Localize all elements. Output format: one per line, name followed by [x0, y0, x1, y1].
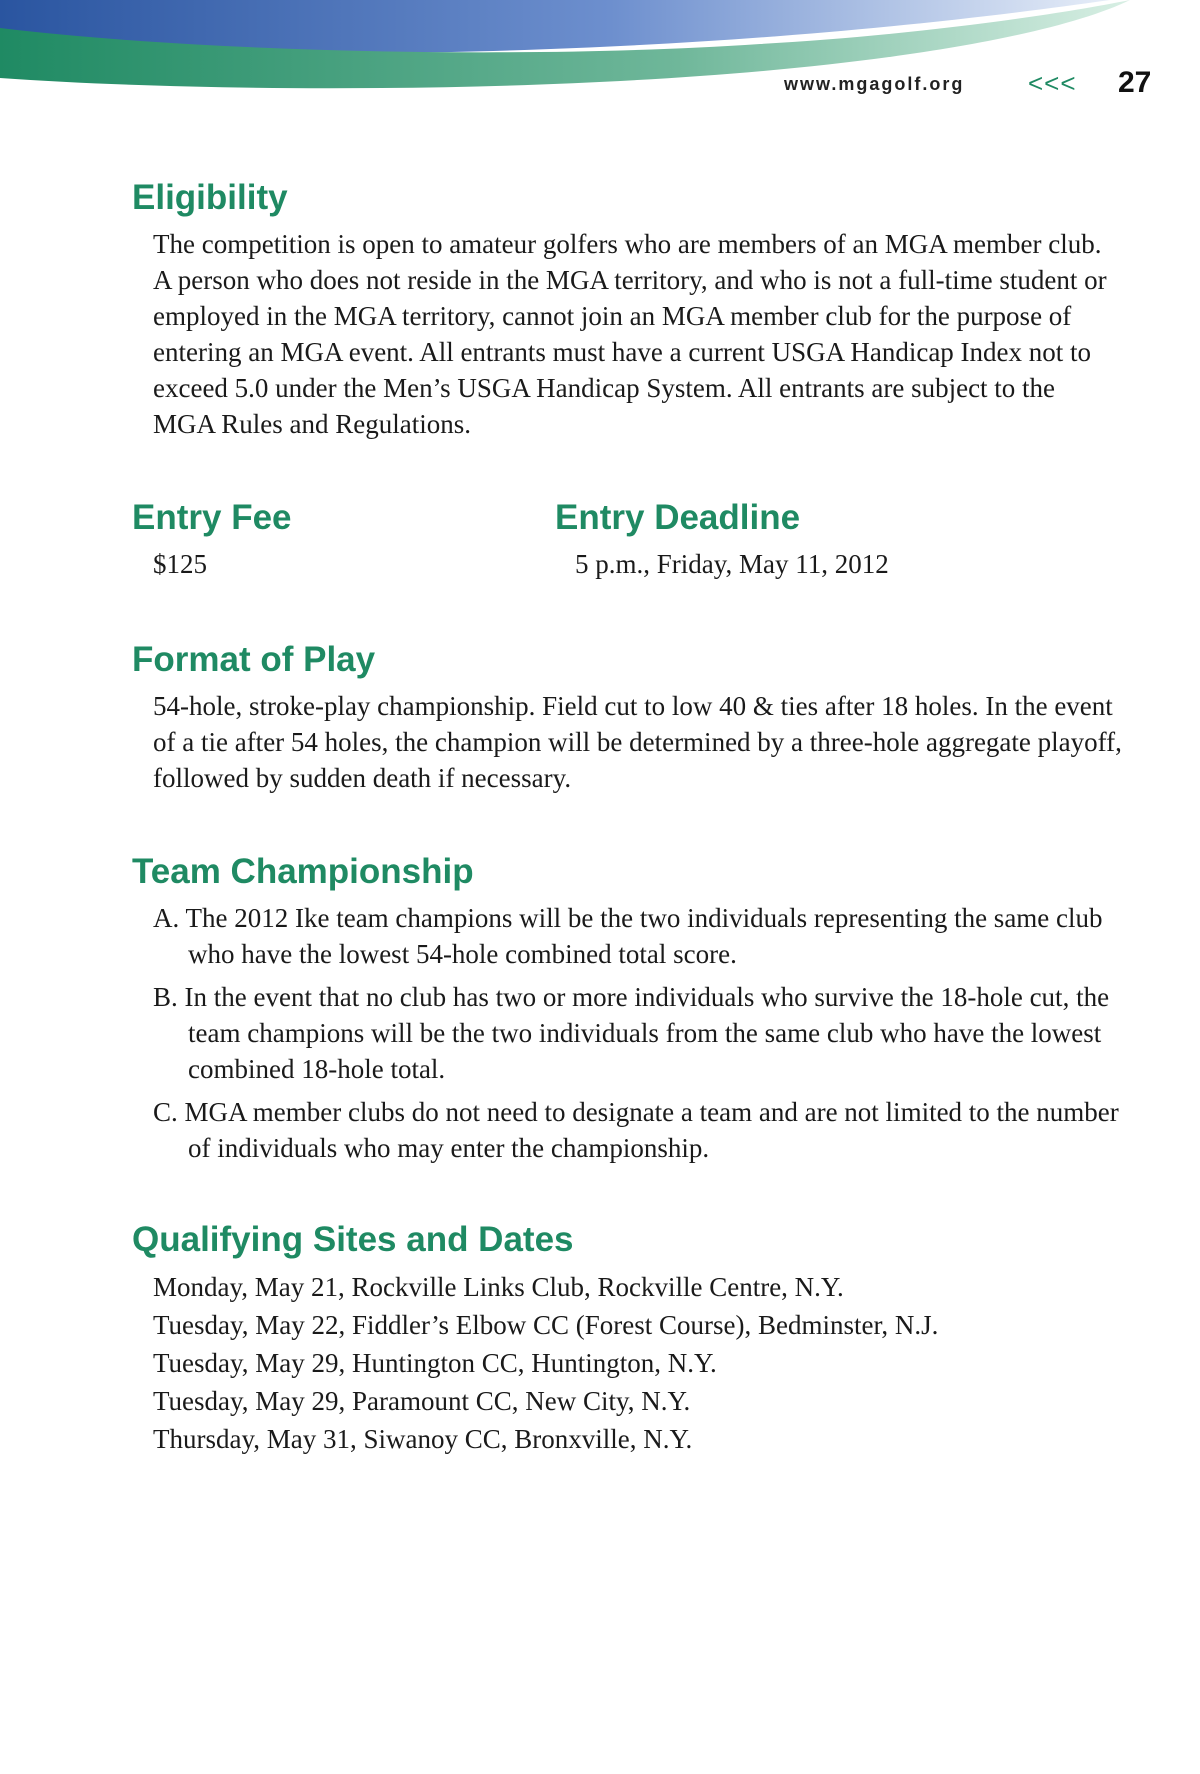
list-item: Thursday, May 31, Siwanoy CC, Bronxville, N.Y.: [153, 1424, 693, 1454]
page-number: 27: [1118, 66, 1152, 99]
back-arrows-icon[interactable]: <<<: [1028, 68, 1077, 98]
list-item: Tuesday, May 29, Huntington CC, Huntington, N.Y.: [153, 1348, 717, 1378]
list-item: C. MGA member clubs do not need to designate a team and are not limited to the number of individuals who may enter the championship.: [153, 1097, 1119, 1163]
list-item: Monday, May 21, Rockville Links Club, Rockville Centre, N.Y.: [153, 1272, 844, 1302]
list-item: B. In the event that no club has two or more individuals who survive the 18-hole cut, the team champions will be the two individuals from the same club who have the lowest combined 18-hole total.: [153, 982, 1110, 1084]
format-of-play-text: 54-hole, stroke-play championship. Field cut to low 40 & ties after 18 holes. In the event of a tie after 54 holes, the champion will be determined by a three-hole aggregate playoff, followed by sudden death if necessary.: [153, 691, 1122, 793]
eligibility-heading: Eligibility: [132, 178, 288, 217]
eligibility-text: The competition is open to amateur golfers who are members of an MGA member club. A person who does not reside in the MGA territory, and who is not a full-time student or employed in the MGA territory, cannot join an MGA member club for the purpose of entering an MGA event. All entrants must have a current USGA Handicap Index not to exceed 5.0 under the Men’s USGA Handicap System. All entrants are subject to the MGA Rules and Regulations.: [153, 229, 1107, 439]
format-of-play-heading: Format of Play: [132, 640, 376, 679]
entry-deadline-heading: Entry Deadline: [555, 498, 801, 537]
header-swoosh: [0, 0, 1200, 120]
site-url[interactable]: www.mgagolf.org: [784, 74, 965, 94]
entry-fee-value: $125: [153, 549, 207, 579]
list-item: Tuesday, May 22, Fiddler’s Elbow CC (Forest Course), Bedminster, N.J.: [153, 1310, 939, 1340]
list-item: A. The 2012 Ike team champions will be the two individuals representing the same club who have the lowest 54-hole combined total score.: [153, 903, 1103, 969]
entry-fee-heading: Entry Fee: [132, 498, 292, 537]
team-championship-heading: Team Championship: [132, 852, 474, 891]
list-item: Tuesday, May 29, Paramount CC, New City, N.Y.: [153, 1386, 691, 1416]
qualifying-sites-list: [153, 1268, 938, 1458]
qualifying-heading: Qualifying Sites and Dates: [132, 1220, 574, 1259]
entry-deadline-value: 5 p.m., Friday, May 11, 2012: [575, 549, 889, 579]
team-championship-list: [153, 900, 1123, 1173]
